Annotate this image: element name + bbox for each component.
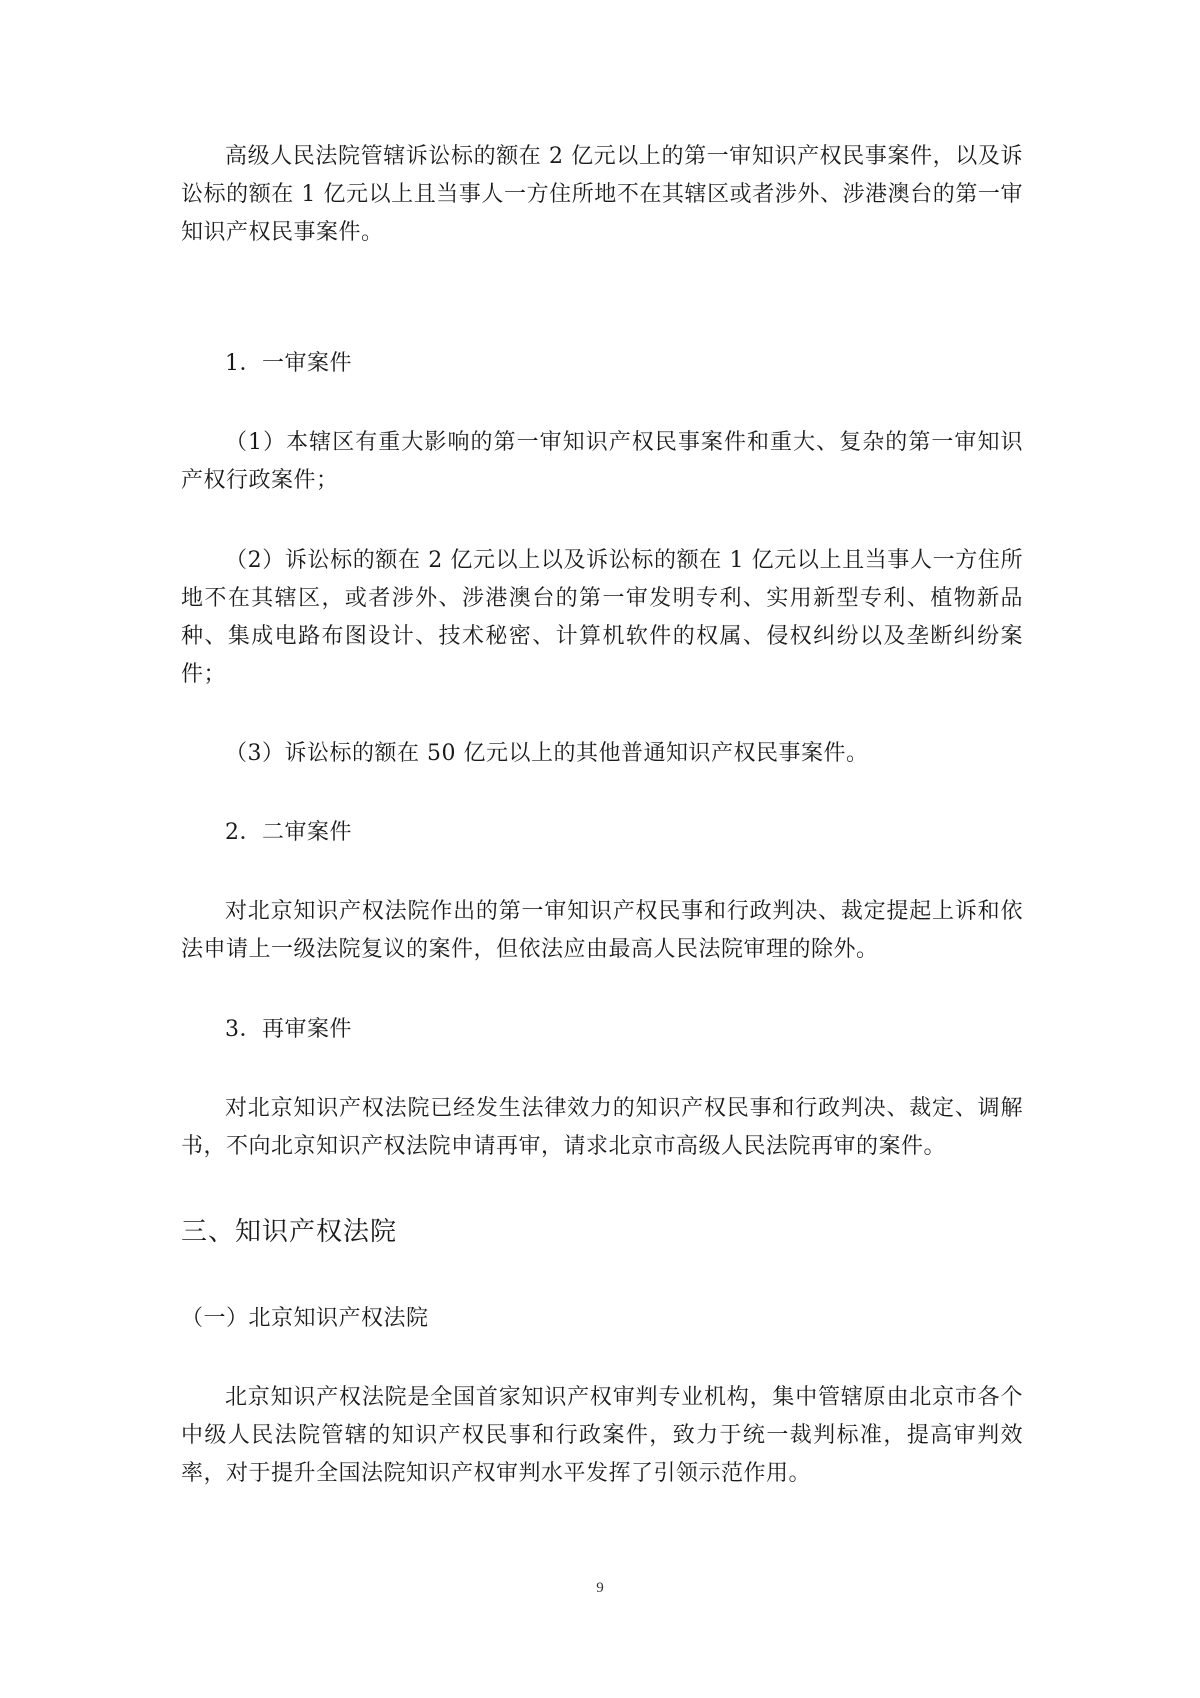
list-item-first-instance-3: （3）诉讼标的额在 50 亿元以上的其他普通知识产权民事案件。 [225, 741, 869, 766]
paragraph-retrial: 对北京知识产权法院已经发生法律效力的知识产权民事和行政判决、裁定、调解书，不向北京知识产权法院申请再审，请求北京市高级人民法院再审的案件。 [181, 1096, 1023, 1159]
list-item-first-instance-1: （1）本辖区有重大影响的第一审知识产权民事案件和重大、复杂的第一审知识产权行政案件； [181, 430, 1023, 493]
list-item-first-instance-2: （2）诉讼标的额在 2 亿元以上以及诉讼标的额在 1 亿元以上且当事人一方住所地不在其辖区，或者涉外、涉港澳台的第一审发明专利、实用新型专利、植物新品种、集成电路布图设计、技术秘密、计算机软件的权属、侵权纠纷以及垄断纠纷案件； [181, 548, 1023, 687]
paragraph-high-court-jurisdiction: 高级人民法院管辖诉讼标的额在 2 亿元以上的第一审知识产权民事案件，以及诉讼标的额在 1 亿元以上且当事人一方住所地不在其辖区或者涉外、涉港澳台的第一审知识产权民事案件。 [181, 144, 1023, 245]
heading-second-instance-cases: 2．二审案件 [225, 820, 352, 845]
paragraph-second-instance: 对北京知识产权法院作出的第一审知识产权民事和行政判决、裁定提起上诉和依法申请上一级法院复议的案件，但依法应由最高人民法院审理的除外。 [181, 899, 1023, 962]
page-number: 9 [596, 1580, 604, 1596]
paragraph-beijing-ip-court: 北京知识产权法院是全国首家知识产权审判专业机构，集中管辖原由北京市各个中级人民法院管辖的知识产权民事和行政案件，致力于统一裁判标准，提高审判效率，对于提升全国法院知识产权审判水平发挥了引领示范作用。 [181, 1385, 1023, 1486]
subsection-title-beijing-ip-court: （一）北京知识产权法院 [181, 1306, 429, 1331]
section-title-ip-courts: 三、知识产权法院 [181, 1217, 398, 1247]
heading-first-instance-cases: 1．一审案件 [225, 351, 352, 376]
heading-retrial-cases: 3．再审案件 [225, 1017, 352, 1042]
